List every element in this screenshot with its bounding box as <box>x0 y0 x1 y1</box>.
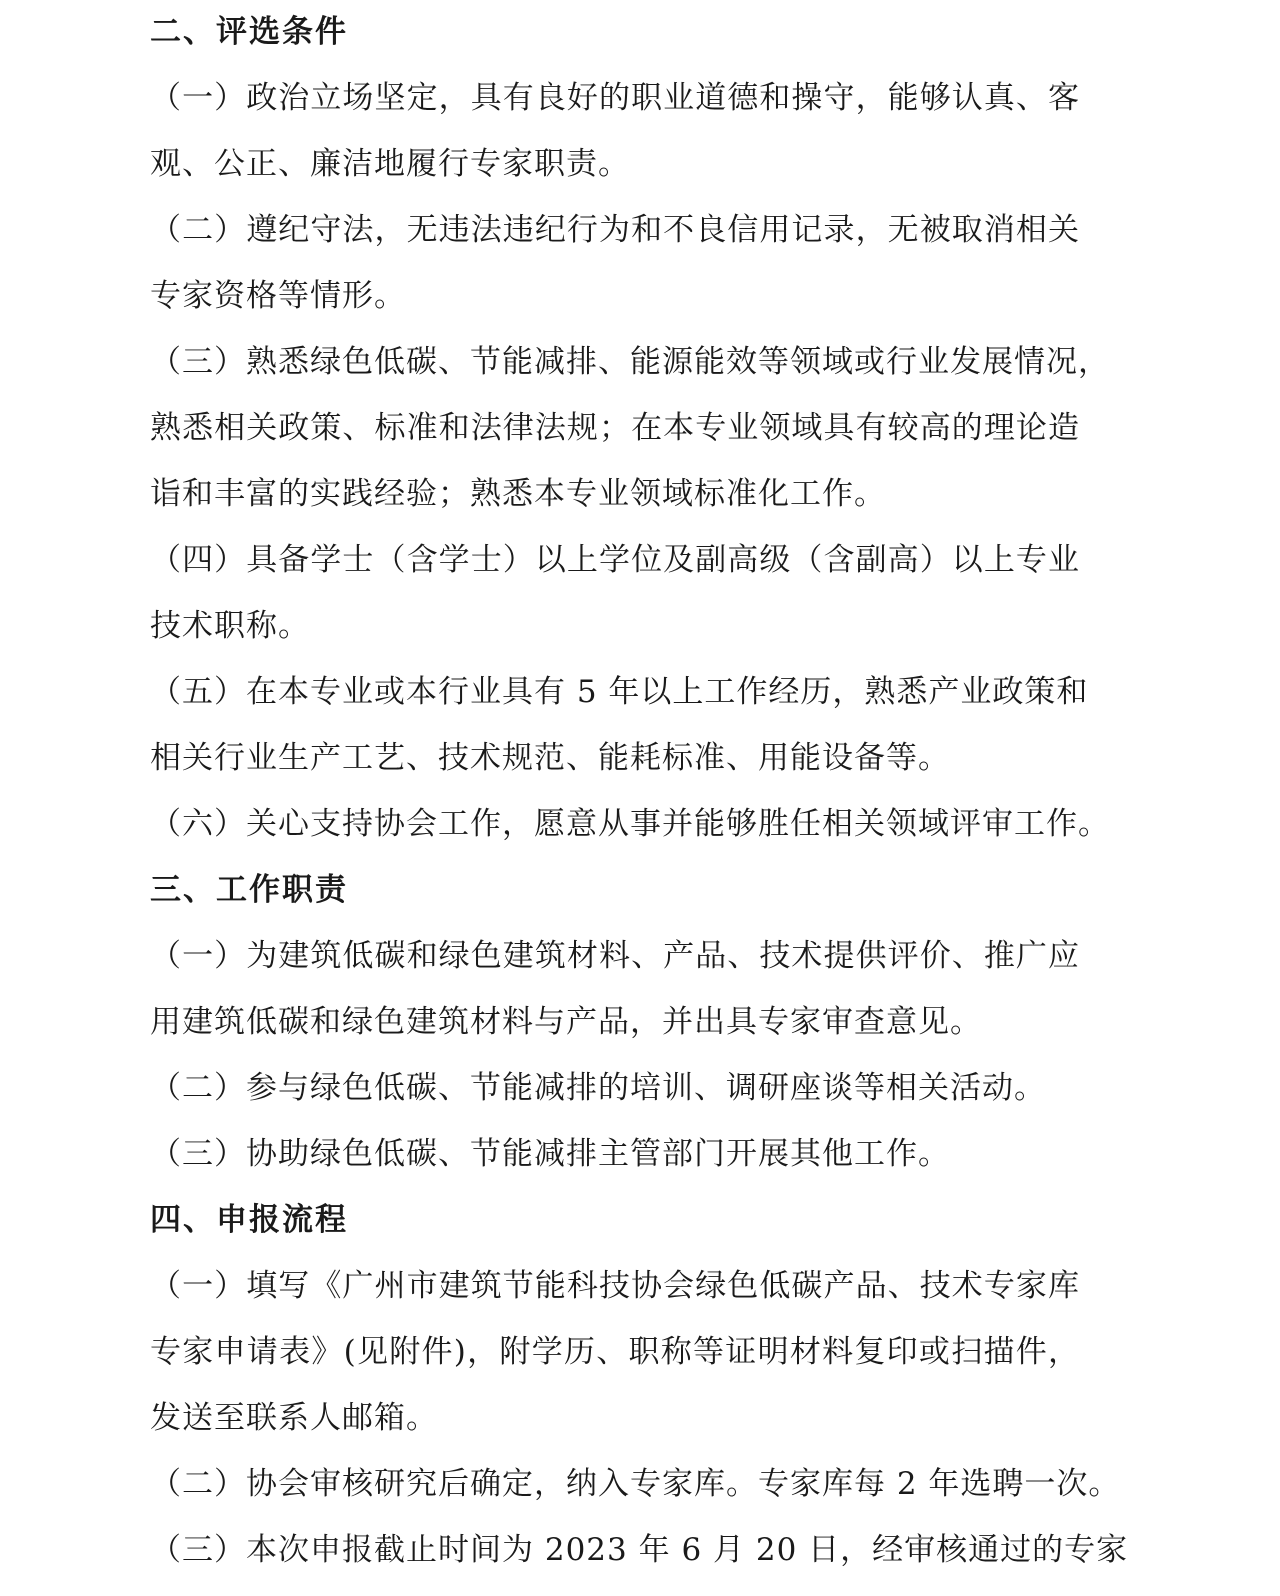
paragraph-line: 诣和丰富的实践经验；熟悉本专业领域标准化工作。 <box>150 476 886 512</box>
paragraph-line: 用建筑低碳和绿色建筑材料与产品，并出具专家审查意见。 <box>150 1004 982 1040</box>
paragraph-line: （五）在本专业或本行业具有 5 年以上工作经历，熟悉产业政策和 <box>150 674 1089 710</box>
paragraph-line: （三）本次申报截止时间为 2023 年 6 月 20 日，经审核通过的专家 <box>150 1532 1129 1568</box>
paragraph-line: （三）协助绿色低碳、节能减排主管部门开展其他工作。 <box>150 1136 950 1172</box>
paragraph-line: 技术职称。 <box>150 608 310 644</box>
paragraph-line: （一）政治立场坚定，具有良好的职业道德和操守，能够认真、客 <box>150 80 1080 116</box>
section-heading-responsibilities: 三、工作职责 <box>150 872 348 908</box>
paragraph-line: （二）参与绿色低碳、节能减排的培训、调研座谈等相关活动。 <box>150 1070 1046 1106</box>
paragraph-line: 专家资格等情形。 <box>150 278 406 314</box>
paragraph-line: （二）协会审核研究后确定，纳入专家库。专家库每 2 年选聘一次。 <box>150 1466 1121 1502</box>
paragraph-line: （一）填写《广州市建筑节能科技协会绿色低碳产品、技术专家库 <box>150 1268 1080 1304</box>
paragraph-line: （二）遵纪守法，无违法违纪行为和不良信用记录，无被取消相关 <box>150 212 1080 248</box>
paragraph-line: 相关行业生产工艺、技术规范、能耗标准、用能设备等。 <box>150 740 950 776</box>
paragraph-line: 发送至联系人邮箱。 <box>150 1400 438 1436</box>
section-heading-application-process: 四、申报流程 <box>150 1202 348 1238</box>
paragraph-line: （四）具备学士（含学士）以上学位及副高级（含副高）以上专业 <box>150 542 1080 578</box>
paragraph-line: 观、公正、廉洁地履行专家职责。 <box>150 146 630 182</box>
paragraph-line: 专家申请表》(见附件)，附学历、职称等证明材料复印或扫描件， <box>150 1334 1080 1370</box>
paragraph-line: （一）为建筑低碳和绿色建筑材料、产品、技术提供评价、推广应 <box>150 938 1080 974</box>
paragraph-line: （三）熟悉绿色低碳、节能减排、能源能效等领域或行业发展情况， <box>150 344 1110 380</box>
section-heading-selection-criteria: 二、评选条件 <box>150 14 348 50</box>
paragraph-line: 熟悉相关政策、标准和法律法规；在本专业领域具有较高的理论造 <box>150 410 1080 446</box>
paragraph-line: （六）关心支持协会工作，愿意从事并能够胜任相关领域评审工作。 <box>150 806 1110 842</box>
